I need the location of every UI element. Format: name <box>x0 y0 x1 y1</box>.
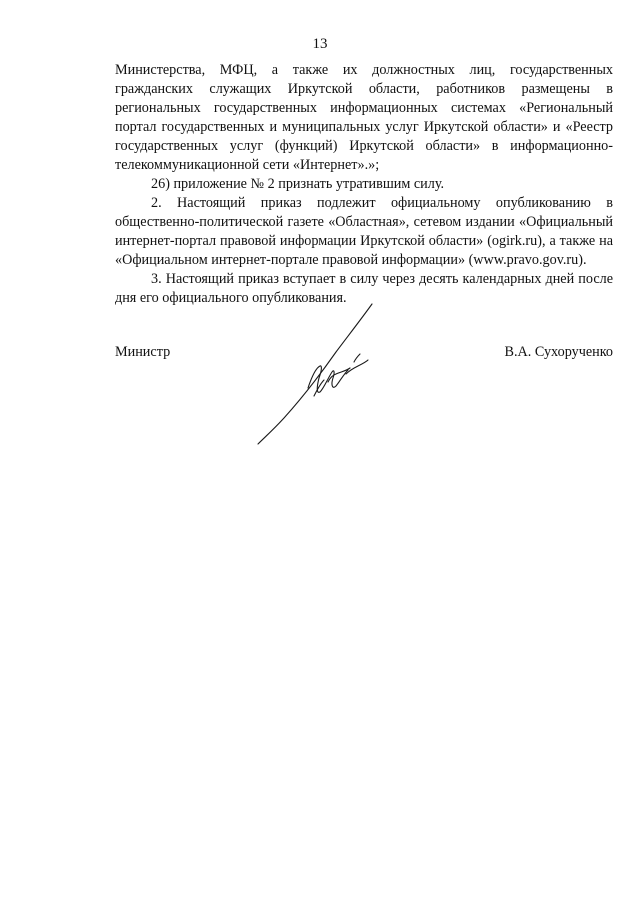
page-number: 13 <box>312 36 328 52</box>
document-body <box>115 61 613 308</box>
handwritten-signature <box>250 296 380 448</box>
signer-name: В.А. Сухорученко <box>504 344 613 360</box>
paragraph-item-3-effective-date: 3. Настоящий приказ вступает в силу через десять календарных дней после дня его официального опубликования. <box>115 271 613 306</box>
signer-title: Министр <box>115 344 171 360</box>
paragraph-item-2-publication: 2. Настоящий приказ подлежит официальному опубликованию в общественно-политической газете «Областная», сетевом издании «Официальный интернет-портал правовой информации Иркутской области» (ogirk.ru), а также на «Официальном интернет-портале правовой информации» (www.pravo.gov.ru). <box>115 195 613 268</box>
paragraph-item-26b: 26) приложение № 2 признать утратившим силу. <box>151 176 445 192</box>
paragraph-continuation: Министерства, МФЦ, а также их должностных лиц, государственных гражданских служащих Иркутской области, работников размещены в региональных государственных информационных системах «Региональный портал государственных и муниципальных услуг Иркутской области» и «Реестр государственных услуг (функций) Иркутской области» в информационно-телекоммуникационной сети «Интернет».»; <box>115 62 613 173</box>
